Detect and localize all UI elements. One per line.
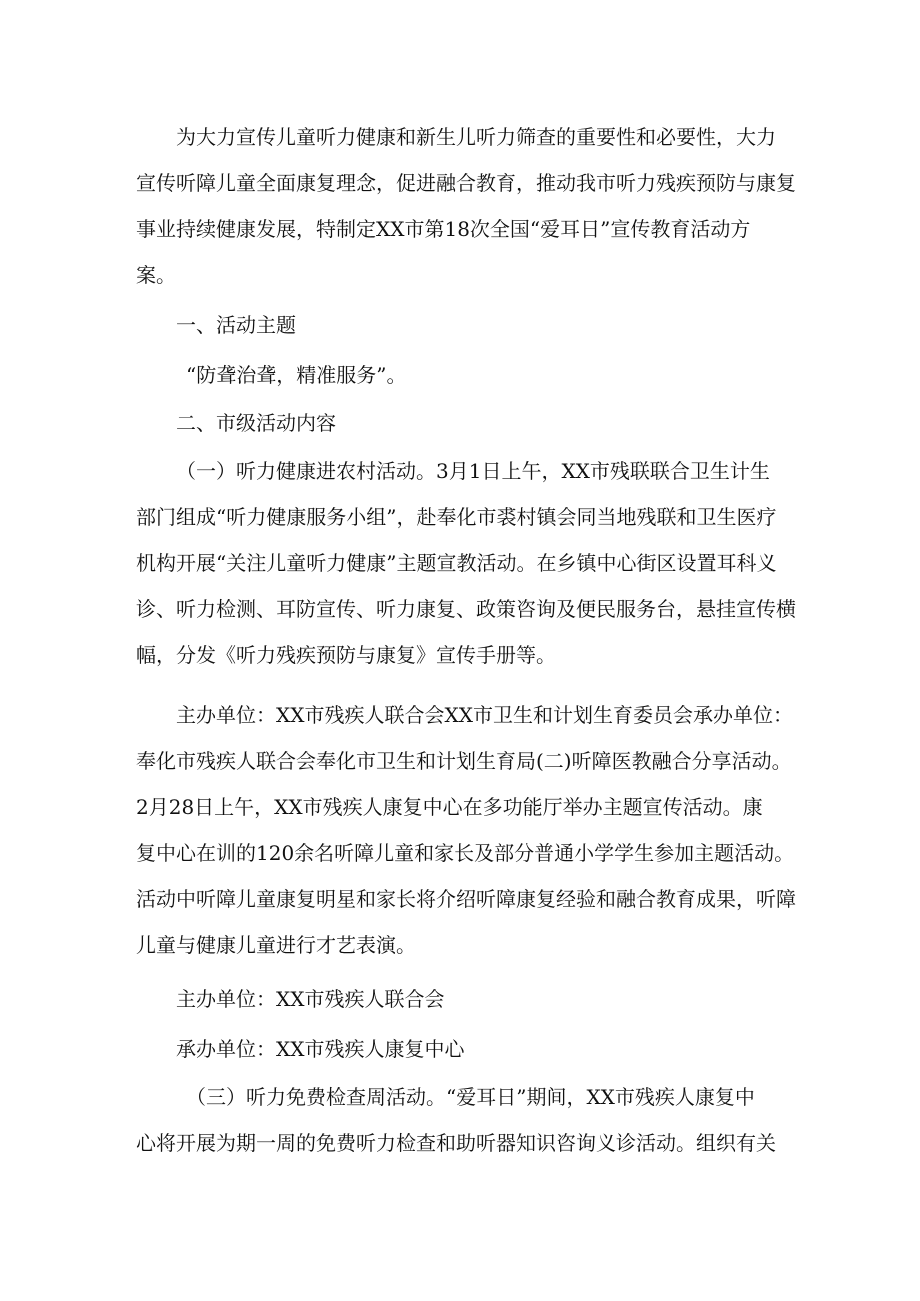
section-heading-activities: 二、市级活动内容 <box>176 411 336 435</box>
section-heading-theme: 一、活动主题 <box>176 313 296 337</box>
activity-two-line: 2月28日上午，XX市残疾人康复中心在多功能厅举办主题宣传活动。康 <box>136 795 763 819</box>
activity-one-line: （一）听力健康进农村活动。3月1日上午，XX市残联联合卫生计生 <box>176 459 770 483</box>
undertaker-line: 承办单位：XX市残疾人康复中心 <box>176 1037 465 1061</box>
intro-line: 案。 <box>136 263 176 287</box>
intro-line: 宣传听障儿童全面康复理念，促进融合教育，推动我市听力残疾预防与康复 <box>136 171 796 195</box>
intro-paragraph <box>136 114 796 298</box>
activity-two-line: 复中心在训的120余名听障儿童和家长及部分普通小学学生参加主题活动。 <box>136 841 795 865</box>
activity-one-line: 机构开展“关注儿童听力健康”主题宣教活动。在乡镇中心街区设置耳科义 <box>136 551 777 575</box>
activity-two-line: 奉化市残疾人联合会奉化市卫生和计划生育局(二)听障医教融合分享活动。 <box>136 749 792 773</box>
theme-slogan: “防聋治聋，精准服务”。 <box>186 363 407 387</box>
activity-three-line: 心将开展为期一周的免费听力检查和助听器知识咨询义诊活动。组织有关 <box>136 1131 776 1155</box>
activity-three-paragraph <box>136 1074 796 1166</box>
activity-one-paragraph <box>136 448 796 678</box>
activity-one-line: 部门组成“听力健康服务小组”，赴奉化市裘村镇会同当地残联和卫生医疗 <box>136 505 777 529</box>
activity-two-line: 儿童与健康儿童进行才艺表演。 <box>136 933 416 957</box>
activity-one-line: 幅，分发《听力残疾预防与康复》宣传手册等。 <box>136 643 556 667</box>
intro-line: 为大力宣传儿童听力健康和新生儿听力筛查的重要性和必要性，大力 <box>176 125 776 149</box>
intro-line: 事业持续健康发展，特制定XX市第18次全国“爱耳日”宣传教育活动方 <box>136 217 751 241</box>
activity-two-line: 活动中听障儿童康复明星和家长将介绍听障康复经验和融合教育成果，听障 <box>136 887 796 911</box>
activity-one-line: 诊、听力检测、耳防宣传、听力康复、政策咨询及便民服务台，悬挂宣传横 <box>136 597 796 621</box>
organizer-line: 主办单位：XX市残疾人联合会 <box>176 987 445 1011</box>
activity-two-paragraph <box>136 692 796 968</box>
activity-three-line: （三）听力免费检查周活动。“爱耳日”期间，XX市残疾人康复中 <box>186 1085 755 1109</box>
activity-two-line: 主办单位：XX市残疾人联合会XX市卫生和计划生育委员会承办单位： <box>176 703 793 727</box>
